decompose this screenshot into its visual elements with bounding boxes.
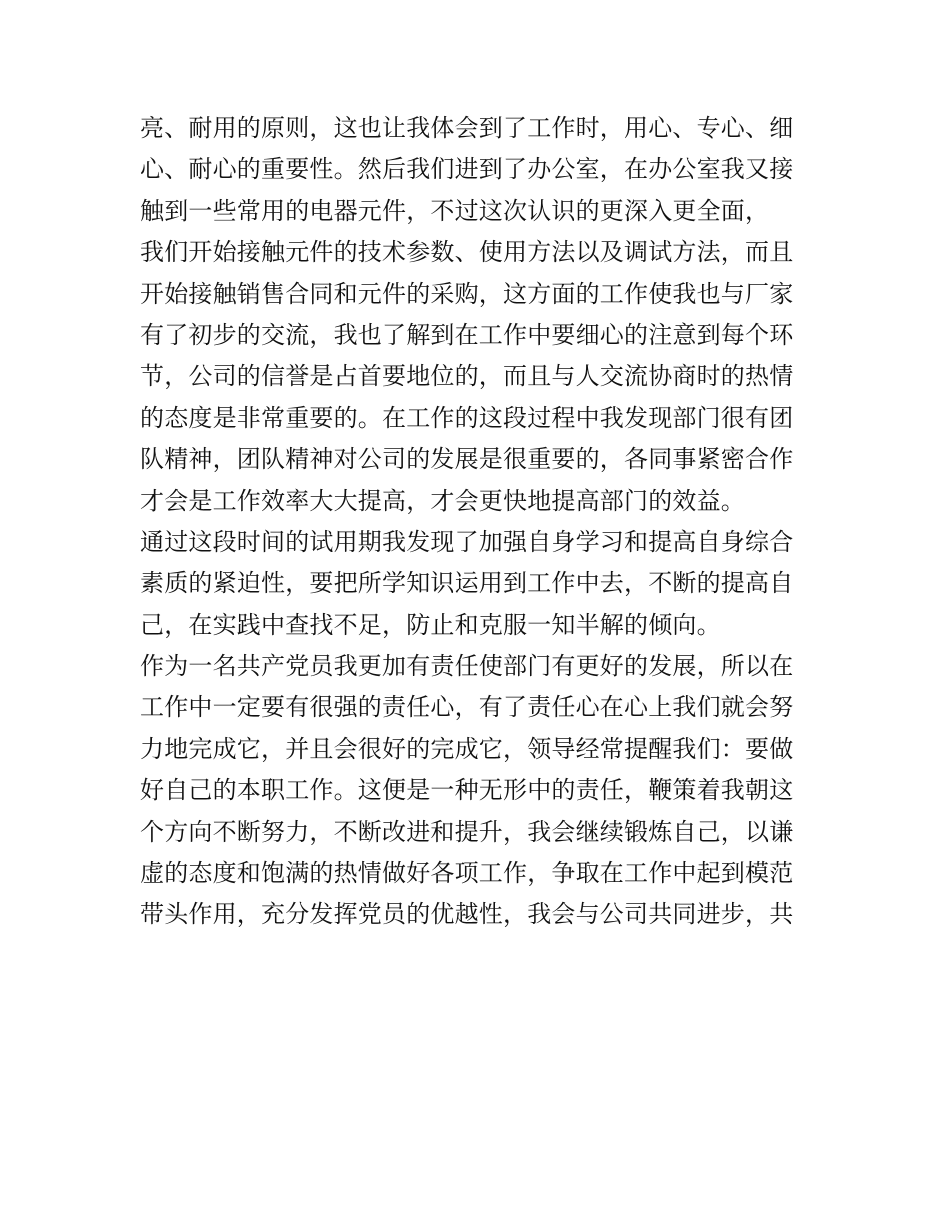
text-line: 工作中一定要有很强的责任心，有了责任心在心上我们就会努 [140,693,794,722]
text-line: 心、耐心的重要性。然后我们进到了办公室，在办公室我又接 [140,155,794,184]
text-line: 有了初步的交流，我也了解到在工作中要细心的注意到每个环 [140,320,794,349]
text-line: 亮、耐用的原则，这也让我体会到了工作时，用心、专心、细 [140,114,794,142]
text-line: 队精神，团队精神对公司的发展是很重要的，各同事紧密合作 [140,445,794,474]
text-line: 个方向不断努力，不断改进和提升，我会继续锻炼自己，以谦 [140,817,794,846]
text-line: 带头作用，充分发挥党员的优越性，我会与公司共同进步，共 [140,900,794,929]
text-line: 虚的态度和饱满的热情做好各项工作，争取在工作中起到模范 [140,859,794,888]
text-line: 我们开始接触元件的技术参数、使用方法以及调试方法，而且 [140,238,794,267]
text-line: 素质的紧迫性，要把所学知识运用到工作中去，不断的提高自 [140,569,794,598]
text-line: 触到一些常用的电器元件，不过这次认识的更深入更全面， [140,196,770,225]
body-text [140,108,820,936]
text-line: 节，公司的信誉是占首要地位的，而且与人交流协商时的热情 [140,362,794,391]
text-line: 好自己的本职工作。这便是一种无形中的责任，鞭策着我朝这 [140,776,794,805]
text-line: 的态度是非常重要的。在工作的这段过程中我发现部门很有团 [140,403,794,432]
text-line: 己，在实践中查找不足，防止和克服一知半解的倾向。 [140,610,721,639]
text-line: 才会是工作效率大大提高，才会更快地提高部门的效益。 [140,486,745,515]
text-line: 通过这段时间的试用期我发现了加强自身学习和提高自身综合 [140,527,794,556]
text-line: 力地完成它，并且会很好的完成它，领导经常提醒我们：要做 [140,734,794,763]
text-line: 作为一名共产党员我更加有责任使部门有更好的发展，所以在 [140,652,794,681]
text-line: 开始接触销售合同和元件的采购，这方面的工作使我也与厂家 [140,279,794,308]
